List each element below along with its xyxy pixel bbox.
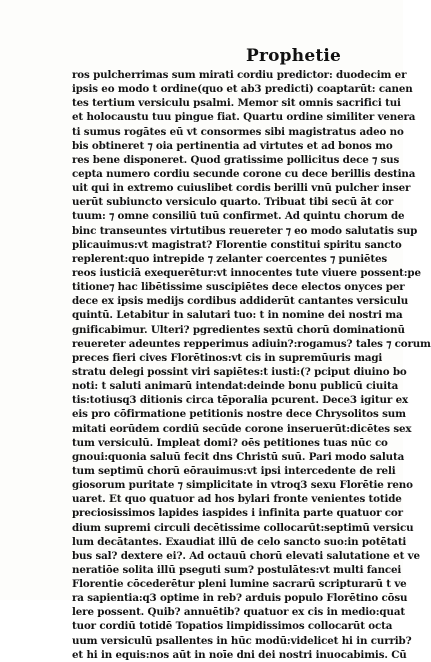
text-line: ros pulcherrimas sum mirati cordiu predictor: duodecim er <box>72 69 407 81</box>
text-line: gnificabimur. Ulteri? pgredientes sextū chorū dominationū <box>72 323 405 336</box>
text-line: uaret. Et quo quatuor ad hos bylari fronte venientes totide <box>72 493 402 506</box>
text-line: lum decātantes. Exaudiat illū de celo sancto suo:in potētati <box>72 535 407 548</box>
text-line: bus sal? dextere ei?. Ad octauū chorū elevati salutatione et ve <box>72 549 420 562</box>
text-line: cepta numero cordiu secunde corone cu dece berillis destina <box>72 167 416 180</box>
text-line: neratiōe solita illū pseguti sum? postulātes:vt multi fancei <box>72 563 402 576</box>
text-line: noti: t saluti animarū intendat:deinde bonu publicū ciuita <box>72 380 399 393</box>
text-line: reuereter adeuntes repperimus adiuin?:rogamus? tales ⁊ corum <box>72 337 431 350</box>
text-line: titione⁊ hac libētissime suscipiētes dece electos onyces per <box>72 281 405 294</box>
text-line: plicauimus:vt magistrat? Florentie constitui spiritu sancto <box>72 238 402 251</box>
text-line: dece ex ipsis medijs cordibus addiderūt cantantes versiculu <box>72 295 409 308</box>
text-line: replerent:quo intrepide ⁊ zelanter coercentes ⁊ puniētes <box>72 252 388 265</box>
text-line: res bene disponeret. Quod gratissime pollicitus dece ⁊ sus <box>72 153 400 166</box>
text-line: tuum: ⁊ omne consiliū tuū confirmet. Ad quintu chorum de <box>72 210 405 223</box>
text-line: reos iusticiā exequerētur:vt innocentes tute viuere possent:pe <box>72 266 421 279</box>
text-line: uit qui in extremo cuiuslibet cordis berilli vnū pulcher inser <box>72 182 411 195</box>
text-line: uum versiculū psallentes in hūc modū:videlicet hi in currib? <box>72 634 412 647</box>
text-line: ti sumus rogātes eū vt consormes sibi magistratus adeo no <box>72 125 404 138</box>
text-line: mitati eorūdem cordiū secūde corone inseruerūt:dicētes sex <box>72 422 412 435</box>
text-line: tes tertium versiculu psalmi. Memor sit omnis sacrifici tui <box>72 97 401 110</box>
text-line: tis:totiusq3 ditionis circa tēporalia pcurent. Dece3 igitur ex <box>72 394 408 407</box>
body-text <box>72 68 431 662</box>
text-line: lere possent. Quib? annuētib? quatuor ex cis in medio:quat <box>72 606 405 619</box>
text-line: dium supremi circuli decētissime collocarūt:septimū versicu <box>72 521 414 534</box>
text-line: giosorum puritate ⁊ simplicitate in vtroq3 sexu Florētie reno <box>72 479 413 492</box>
text-line: preciosissimos lapides iaspides i infinita parte quatuor cor <box>72 507 403 520</box>
text-line: eis pro cōfirmatione petitionis nostre dece Chrysolitos sum <box>72 408 406 421</box>
text-line: ipsis eo modo t ordine(quo et ab3 predicti) coaptarūt: canen <box>72 83 413 96</box>
text-line: et holocaustu tuu pingue fiat. Quartu ordine similiter venera <box>72 111 416 124</box>
text-line: bis obtineret ⁊ oia pertinentia ad virtutes et ad bonos mo <box>72 139 393 152</box>
text-line: tuor cordiū totidē Topatios limpidissimos collocarūt octa <box>72 620 393 633</box>
text-line: et hi in equis:nos aūt in noīe dni dei nostri inuocabimis. Cū <box>72 648 407 661</box>
text-line: quintū. Letabitur in salutari tuo: t in nomine dei nostri ma <box>72 309 403 322</box>
text-line: tum septimū chorū eōrauimus:vt ipsi intercedente de reli <box>72 464 396 477</box>
text-line: stratu delegi possint viri sapiētes:t iusti:(? pciput diuino bo <box>72 365 407 378</box>
text-line: ra sapientia:q3 optime in reb? arduis populo Florētino cōsu <box>72 592 408 605</box>
text-line: binc transeuntes virtutibus reuereter ⁊ eo modo salutatis sup <box>72 224 418 237</box>
text-line: gnoui:quonia saluū fecit dns Christū suū. Pari modo saluta <box>72 450 405 463</box>
text-line: Florentie cōcederētur pleni lumine sacrarū scripturarū t ve <box>72 578 407 591</box>
text-line: uerūt subiuncto versiculo quarto. Tribuat tibi secū āt cor <box>72 196 394 209</box>
running-header: Prophetie <box>246 46 342 66</box>
text-line: preces fieri cives Florētinos:vt cis in supremūuris magi <box>72 351 383 364</box>
text-line: tum versiculū. Impleat domi? oēs petitiones tuas nūc co <box>72 436 388 449</box>
